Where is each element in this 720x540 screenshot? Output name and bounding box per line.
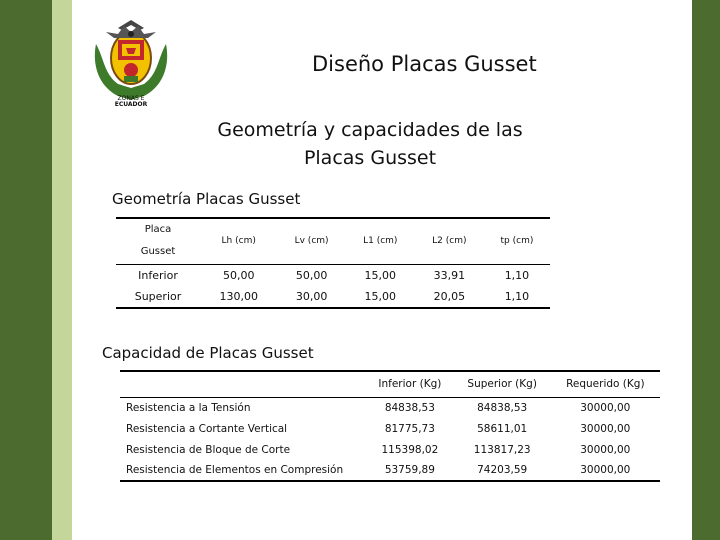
left-decor-stripe <box>52 0 72 540</box>
header-superior: Superior (Kg) <box>467 378 537 391</box>
cell-value: 1,10 <box>504 268 530 282</box>
cell-value: 15,00 <box>364 268 397 282</box>
cell-value: 33,91 <box>433 268 466 282</box>
cell-value: 30000,00 <box>580 443 631 456</box>
cell-value: 50,00 <box>295 268 328 282</box>
cell-value: 74203,59 <box>477 464 528 476</box>
table-row <box>116 286 550 308</box>
table-row <box>120 439 660 460</box>
table-row <box>120 397 660 418</box>
table-row <box>120 418 660 439</box>
header-tp: tp (cm) <box>500 236 534 247</box>
header-lh: Lh (cm) <box>221 236 256 247</box>
capacity-header-row <box>120 371 660 397</box>
cell-value: 84838,53 <box>477 401 528 414</box>
logo-caption-line2: ECUADOR <box>114 101 148 108</box>
logo-caption-line1: ZONAS E <box>117 95 145 102</box>
cell-value: 58611,01 <box>477 422 528 435</box>
cell-value: 30000,00 <box>580 464 631 476</box>
header-empty <box>120 371 366 397</box>
header-l1: L1 (cm) <box>363 236 398 247</box>
row-label: Resistencia a Cortante Vertical <box>126 422 288 435</box>
right-decor-band <box>692 0 720 540</box>
cell-value: 30000,00 <box>580 422 631 435</box>
cell-value: 84838,53 <box>384 401 435 414</box>
row-label: Resistencia a la Tensión <box>126 401 251 414</box>
header-requerido: Requerido (Kg) <box>566 378 645 391</box>
cell-value: 1,10 <box>504 290 530 303</box>
cell-value: 30000,00 <box>580 401 631 414</box>
row-label: Inferior <box>138 268 178 282</box>
row-label: Resistencia de Bloque de Corte <box>126 443 291 456</box>
header-gusset: Gusset <box>140 246 176 258</box>
table-row <box>120 460 660 481</box>
row-label: Resistencia de Elementos en Compresión <box>126 464 344 476</box>
page-title: Diseño Placas Gusset <box>312 52 537 76</box>
page-subtitle: Geometría y capacidades de las Placas Gusset <box>217 119 523 169</box>
table-row <box>116 264 550 286</box>
cell-value: 53759,89 <box>384 464 435 476</box>
cell-value: 15,00 <box>364 290 397 303</box>
header-placa-gusset <box>116 218 200 264</box>
cell-value: 81775,73 <box>384 422 435 435</box>
header-placa: Placa <box>144 224 172 236</box>
row-label: Superior <box>134 290 182 303</box>
geometry-table <box>116 217 550 309</box>
geometry-heading: Geometría Placas Gusset <box>112 190 301 208</box>
cell-value: 115398,02 <box>381 443 439 456</box>
left-decor-band <box>0 0 52 540</box>
geometry-header-row <box>116 218 550 264</box>
cell-value: 130,00 <box>219 290 258 303</box>
header-inferior: Inferior (Kg) <box>378 378 442 391</box>
capacity-heading: Capacidad de Placas Gusset <box>102 344 314 362</box>
cell-value: 113817,23 <box>473 443 531 456</box>
cell-value: 50,00 <box>222 268 255 282</box>
cell-value: 30,00 <box>295 290 328 303</box>
capacity-table <box>120 370 660 482</box>
logo-caption <box>96 96 166 108</box>
cell-value: 20,05 <box>433 290 466 303</box>
header-l2: L2 (cm) <box>432 236 467 247</box>
header-lv: Lv (cm) <box>294 236 329 247</box>
